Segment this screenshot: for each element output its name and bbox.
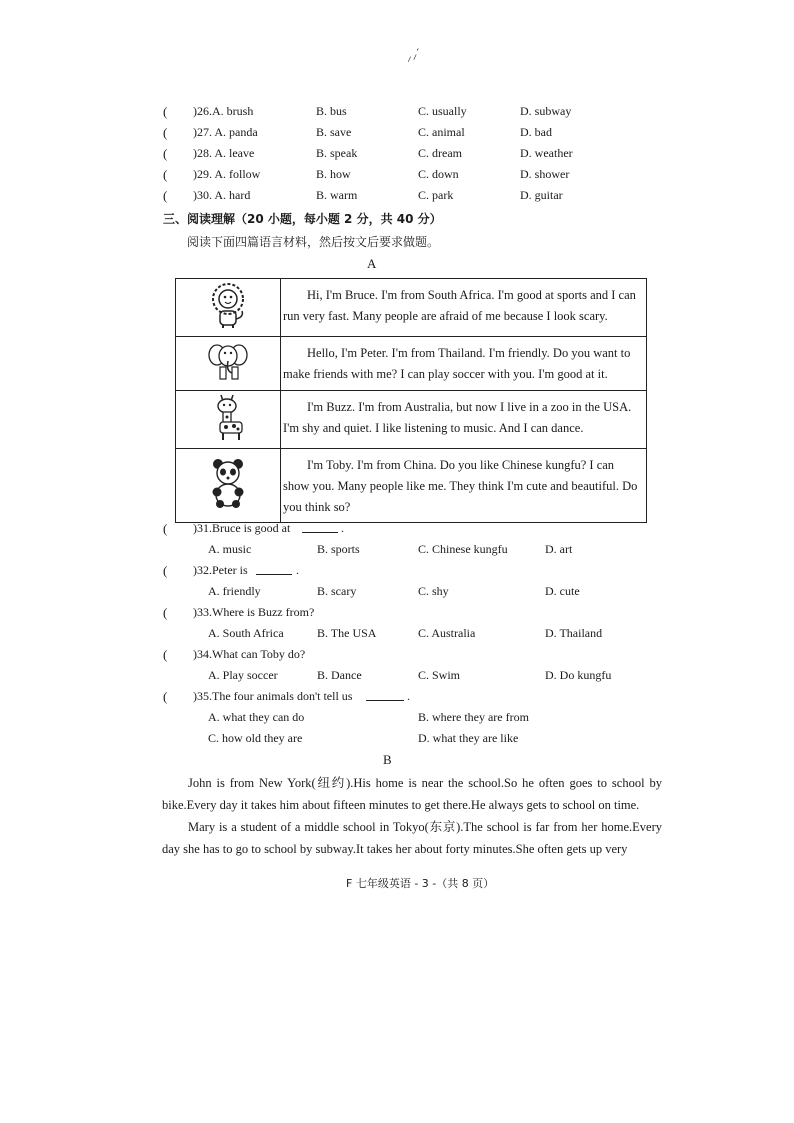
passage-label-b: B [383, 752, 392, 767]
answer-paren: ( [163, 167, 168, 182]
answer-blank[interactable] [366, 700, 404, 701]
profile-text: Hello, I'm Peter. I'm from Thailand. I'm friendly. Do you want to make friends with me? I can play soccer with you. I'm good at it. [281, 337, 647, 391]
question-stem: )31.Bruce is good at [193, 521, 291, 535]
option-d: D. guitar [520, 188, 563, 202]
answer-paren: ( [163, 188, 168, 203]
passage-b-paragraph: Mary is a student of a middle school in Tokyo(东京).The school is far from her home.Every day she has to go to school by subway.It takes her about forty minutes.She often gets up very [162, 820, 662, 856]
question-tail: . [407, 689, 410, 703]
option-c: C. down [418, 167, 459, 181]
option-c: C. usually [418, 104, 467, 118]
question-stem: )32.Peter is [193, 563, 248, 577]
answer-paren: ( [163, 104, 168, 119]
giraffe-icon [206, 392, 250, 442]
question-stem: )34.What can Toby do? [193, 647, 306, 661]
table-row [176, 449, 647, 523]
option-d: D. weather [520, 146, 573, 160]
answer-paren: ( [163, 125, 168, 140]
header-mark: ⸝⸝ˊ [403, 45, 424, 65]
answer-blank[interactable] [302, 532, 338, 533]
question-stem: )35.The four animals don't tell us [193, 689, 353, 703]
option-b: B. scary [317, 584, 357, 598]
question-tail: . [296, 563, 299, 577]
answer-paren: ( [163, 647, 168, 662]
answer-blank[interactable] [256, 574, 292, 575]
answer-paren: ( [163, 146, 168, 161]
answer-paren: ( [163, 521, 168, 536]
profile-text: I'm Buzz. I'm from Australia, but now I live in a zoo in the USA. I'm shy and quiet. I like listening to music. And I can dance. [281, 391, 647, 449]
option-b: B. speak [316, 146, 358, 160]
picture-cell [176, 391, 281, 449]
option-d: D. Thailand [545, 626, 603, 640]
question-number: )30. A. hard [193, 188, 251, 202]
table-row [176, 337, 647, 391]
option-a: A. Play soccer [208, 668, 278, 682]
elephant-icon [206, 339, 250, 383]
passage-b-paragraph: John is from New York(纽约).His home is near the school.So he often goes to school by bike.Every day it takes him about fifteen minutes to get there.He always gets to school on time. [162, 776, 662, 812]
option-c: C. how old they are [208, 731, 303, 745]
picture-cell [176, 279, 281, 337]
option-b: B. warm [316, 188, 358, 202]
option-a: A. South Africa [208, 626, 284, 640]
picture-cell [176, 449, 281, 523]
option-d: D. shower [520, 167, 570, 181]
question-number: )29. A. follow [193, 167, 261, 181]
page-footer: F 七年级英语 - 3 -（共 8 页） [346, 877, 495, 890]
question-number: )28. A. leave [193, 146, 255, 160]
question-number: )26.A. brush [193, 104, 254, 118]
lion-icon [206, 281, 250, 329]
option-b: B. where they are from [418, 710, 529, 724]
option-d: D. subway [520, 104, 572, 118]
table-row [176, 279, 647, 337]
section-instructions: 阅读下面四篇语言材料，然后按文后要求做题。 [187, 235, 440, 249]
option-c: C. Chinese kungfu [418, 542, 508, 556]
option-b: B. save [316, 125, 352, 139]
option-a: A. music [208, 542, 252, 556]
option-d: D. art [545, 542, 573, 556]
option-d: D. bad [520, 125, 552, 139]
profile-text: I'm Toby. I'm from China. Do you like Chinese kungfu? I can show you. Many people like me. They think I'm cute and beautiful. Do you think so? [281, 449, 647, 523]
table-row [176, 391, 647, 449]
option-c: C. park [418, 188, 454, 202]
section-title: 三、阅读理解（20 小题，每小题 2 分，共 40 分） [163, 212, 442, 226]
option-b: B. bus [316, 104, 347, 118]
option-c: C. Australia [418, 626, 476, 640]
question-number: )27. A. panda [193, 125, 258, 139]
option-d: D. what they are like [418, 731, 519, 745]
animal-profile-table [175, 278, 647, 523]
answer-paren: ( [163, 605, 168, 620]
question-stem: )33.Where is Buzz from? [193, 605, 315, 619]
option-d: D. Do kungfu [545, 668, 612, 682]
question-tail: . [341, 521, 344, 535]
picture-cell [176, 337, 281, 391]
option-d: D. cute [545, 584, 580, 598]
answer-paren: ( [163, 563, 168, 578]
passage-label-a: A [367, 256, 377, 271]
option-a: A. what they can do [208, 710, 305, 724]
option-c: C. animal [418, 125, 465, 139]
answer-paren: ( [163, 689, 168, 704]
option-b: B. The USA [317, 626, 377, 640]
option-c: C. Swim [418, 668, 461, 682]
profile-text: Hi, I'm Bruce. I'm from South Africa. I'm good at sports and I can run very fast. Many people are afraid of me because I look scary. [281, 279, 647, 337]
option-c: C. shy [418, 584, 449, 598]
option-b: B. how [316, 167, 351, 181]
option-a: A. friendly [208, 584, 261, 598]
panda-icon [206, 457, 250, 509]
option-b: B. sports [317, 542, 360, 556]
option-c: C. dream [418, 146, 462, 160]
option-b: B. Dance [317, 668, 362, 682]
